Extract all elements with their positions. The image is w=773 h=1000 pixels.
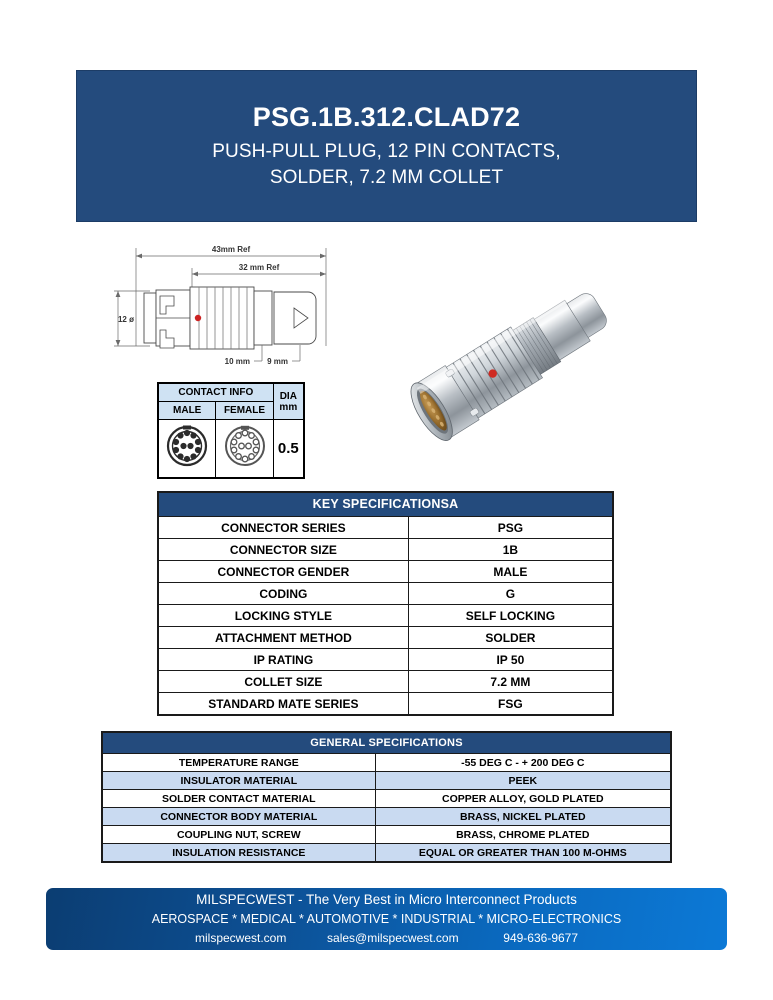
spec-value: IP 50 — [408, 649, 613, 671]
spec-label: ATTACHMENT METHOD — [158, 627, 408, 649]
gen-spec-value: EQUAL OR GREATER THAN 100 M-OHMS — [375, 844, 671, 863]
gen-spec-value: COPPER ALLOY, GOLD PLATED — [375, 790, 671, 808]
technical-drawing — [104, 234, 336, 374]
general-specifications-table — [101, 731, 672, 863]
female-header: FEMALE — [216, 402, 273, 420]
table-header-row — [158, 492, 613, 517]
gen-spec-label: INSULATION RESISTANCE — [102, 844, 375, 863]
table-row — [102, 772, 671, 790]
spec-value: SOLDER — [408, 627, 613, 649]
table-row — [158, 605, 613, 627]
header-banner — [76, 70, 697, 222]
table-row — [158, 649, 613, 671]
table-row — [102, 826, 671, 844]
spec-label: CONNECTOR SERIES — [158, 517, 408, 539]
table-row — [158, 539, 613, 561]
spec-value: FSG — [408, 693, 613, 716]
spec-label: STANDARD MATE SERIES — [158, 693, 408, 716]
contact-dia-header — [273, 383, 304, 420]
male-header: MALE — [158, 402, 216, 420]
dim-body-label: 32 mm Ref — [238, 263, 280, 272]
footer-contact-row — [195, 929, 578, 948]
spec-label: COLLET SIZE — [158, 671, 408, 693]
table-row — [102, 808, 671, 826]
table-row — [102, 844, 671, 863]
female-pinout-diagram — [216, 420, 273, 479]
footer-website[interactable]: milspecwest.com — [194, 930, 287, 945]
spec-value: 7.2 MM — [408, 671, 613, 693]
dim-nut-label: 9 mm — [267, 357, 288, 366]
contact-info-title: CONTACT INFO — [158, 383, 273, 402]
gen-spec-label: COUPLING NUT, SCREW — [102, 826, 375, 844]
gen-spec-label: INSULATOR MATERIAL — [102, 772, 375, 790]
gen-spec-label: CONNECTOR BODY MATERIAL — [102, 808, 375, 826]
spec-value: PSG — [408, 517, 613, 539]
table-row — [158, 583, 613, 605]
dia-value: 0.5 — [273, 420, 304, 479]
spec-label: CONNECTOR SIZE — [158, 539, 408, 561]
footer-tagline: MILSPECWEST - The Very Best in Micro Interconnect Products — [196, 891, 577, 907]
spec-label: IP RATING — [158, 649, 408, 671]
male-pinout-diagram — [158, 420, 216, 479]
spec-value: MALE — [408, 561, 613, 583]
table-row — [158, 420, 304, 479]
dim-overall-label: 43mm Ref — [211, 245, 251, 254]
gen-spec-label: TEMPERATURE RANGE — [102, 754, 375, 772]
table-row — [158, 517, 613, 539]
page-title-part-number: PSG.1B.312.CLAD72 — [252, 101, 521, 132]
key-specifications-table — [157, 491, 614, 716]
spec-value: SELF LOCKING — [408, 605, 613, 627]
footer-phone[interactable]: 949-636-9677 — [503, 930, 579, 945]
dim-diameter-label: 12 ø — [117, 315, 135, 324]
table-row — [158, 561, 613, 583]
spec-value: 1B — [408, 539, 613, 561]
table-row — [102, 790, 671, 808]
table-row — [158, 671, 613, 693]
table-row — [158, 693, 613, 716]
gen-spec-value: -55 DEG C - + 200 DEG C — [375, 754, 671, 772]
table-row — [158, 383, 304, 402]
gen-spec-value: BRASS, NICKEL PLATED — [375, 808, 671, 826]
spec-label: LOCKING STYLE — [158, 605, 408, 627]
table-row — [102, 754, 671, 772]
dim-collet-label: 10 mm — [224, 357, 250, 366]
table-header-row — [102, 732, 671, 754]
header-description-line-2: SOLDER, 7.2 MM COLLET — [269, 166, 504, 188]
header-description-line-1: PUSH-PULL PLUG, 12 PIN CONTACTS, — [212, 140, 561, 162]
spec-label: CONNECTOR GENDER — [158, 561, 408, 583]
spec-value: G — [408, 583, 613, 605]
product-photo — [392, 252, 624, 476]
table-row — [158, 627, 613, 649]
footer-email[interactable]: sales@milspecwest.com — [327, 930, 459, 945]
gen-spec-label: SOLDER CONTACT MATERIAL — [102, 790, 375, 808]
contact-info-table — [157, 382, 305, 479]
footer-markets: AEROSPACE * MEDICAL * AUTOMOTIVE * INDUSTRIAL * MICRO-ELECTRONICS — [151, 912, 622, 927]
dia-header-line2: mm — [279, 401, 298, 413]
alignment-dot — [195, 315, 201, 321]
dia-header-line1: DIA — [279, 390, 297, 402]
spec-label: CODING — [158, 583, 408, 605]
gen-spec-value: PEEK — [375, 772, 671, 790]
gen-spec-value: BRASS, CHROME PLATED — [375, 826, 671, 844]
general-specifications-title: GENERAL SPECIFICATIONS — [102, 732, 671, 754]
key-specifications-title: KEY SPECIFICATIONSA — [158, 492, 613, 517]
footer-banner — [46, 888, 727, 950]
